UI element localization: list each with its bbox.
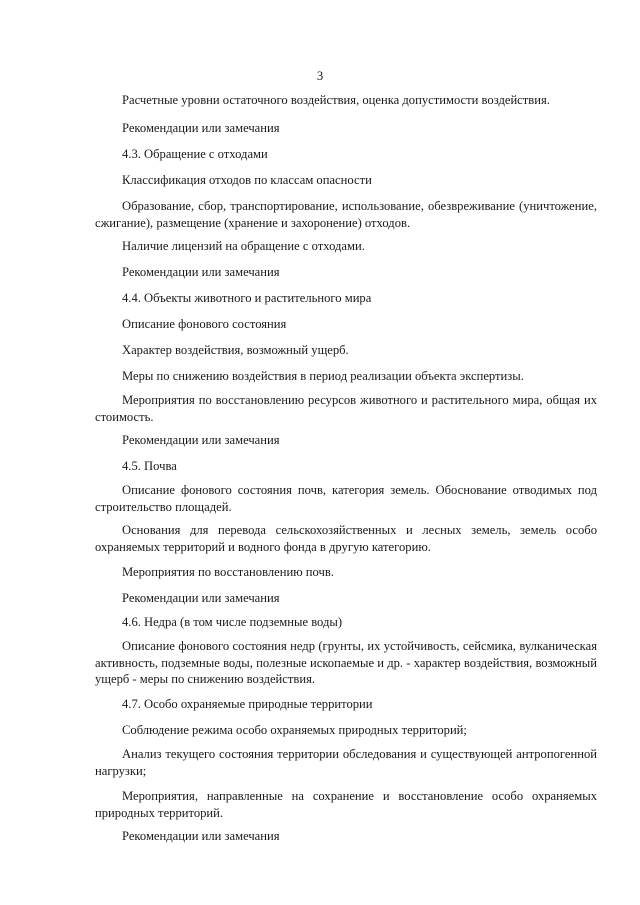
paragraph-recommendations: Рекомендации или замечания	[122, 433, 280, 447]
paragraph-soil-restoration: Мероприятия по восстановлению почв.	[122, 565, 334, 579]
paragraph-waste-classification: Классификация отходов по классам опасности	[122, 173, 372, 187]
paragraph-land-conversion: Основания для перевода сельскохозяйственных и лесных земель, земель особо охраняемых территорий и водного фонда в другую категорию.	[95, 523, 597, 554]
paragraph-residual-impact: Расчетные уровни остаточного воздействия, оценка допустимости воздействия.	[122, 93, 550, 107]
paragraph-mitigation-measures: Меры по снижению воздействия в период реализации объекта экспертизы.	[122, 369, 524, 383]
page-number: 3	[316, 69, 324, 83]
paragraph-soil-background: Описание фонового состояния почв, категория земель. Обоснование отводимых под строительство площадей.	[95, 483, 597, 514]
paragraph-protected-regime: Соблюдение режима особо охраняемых природных территорий;	[122, 723, 467, 737]
paragraph-licenses: Наличие лицензий на обращение с отходами.	[122, 239, 365, 253]
paragraph-anthropogenic-load: Анализ текущего состояния территории обследования и существующей антропогенной нагрузки;	[95, 747, 597, 778]
paragraph-recommendations: Рекомендации или замечания	[122, 829, 280, 843]
paragraph-subsoil-description: Описание фонового состояния недр (грунты, их устойчивость, сейсмика, вулканическая активность, подземные воды, полезные ископаемые и др. - характер воздействия, возможный ущерб - меры по снижению воздействия.	[95, 639, 597, 686]
paragraph-recommendations: Рекомендации или замечания	[122, 265, 280, 279]
paragraph-recommendations: Рекомендации или замечания	[122, 121, 280, 135]
paragraph-recommendations: Рекомендации или замечания	[122, 591, 280, 605]
section-heading-4-6: 4.6. Недра (в том числе подземные воды)	[122, 615, 343, 629]
paragraph-background-state: Описание фонового состояния	[122, 317, 287, 331]
paragraph-impact-character: Характер воздействия, возможный ущерб.	[122, 343, 349, 357]
paragraph-restoration-cost: Мероприятия по восстановлению ресурсов животного и растительного мира, общая их стоимость.	[95, 393, 597, 424]
paragraph-protected-measures: Мероприятия, направленные на сохранение и восстановление особо охраняемых природных территорий.	[95, 789, 597, 820]
section-heading-4-5: 4.5. Почва	[122, 459, 177, 473]
section-heading-4-4: 4.4. Объекты животного и растительного мира	[122, 291, 372, 305]
paragraph-waste-handling: Образование, сбор, транспортирование, использование, обезвреживание (уничтожение, сжигание), размещение (хранение и захоронение) отходов.	[95, 199, 597, 230]
section-heading-4-7: 4.7. Особо охраняемые природные территории	[122, 697, 373, 711]
section-heading-4-3: 4.3. Обращение с отходами	[122, 147, 268, 161]
